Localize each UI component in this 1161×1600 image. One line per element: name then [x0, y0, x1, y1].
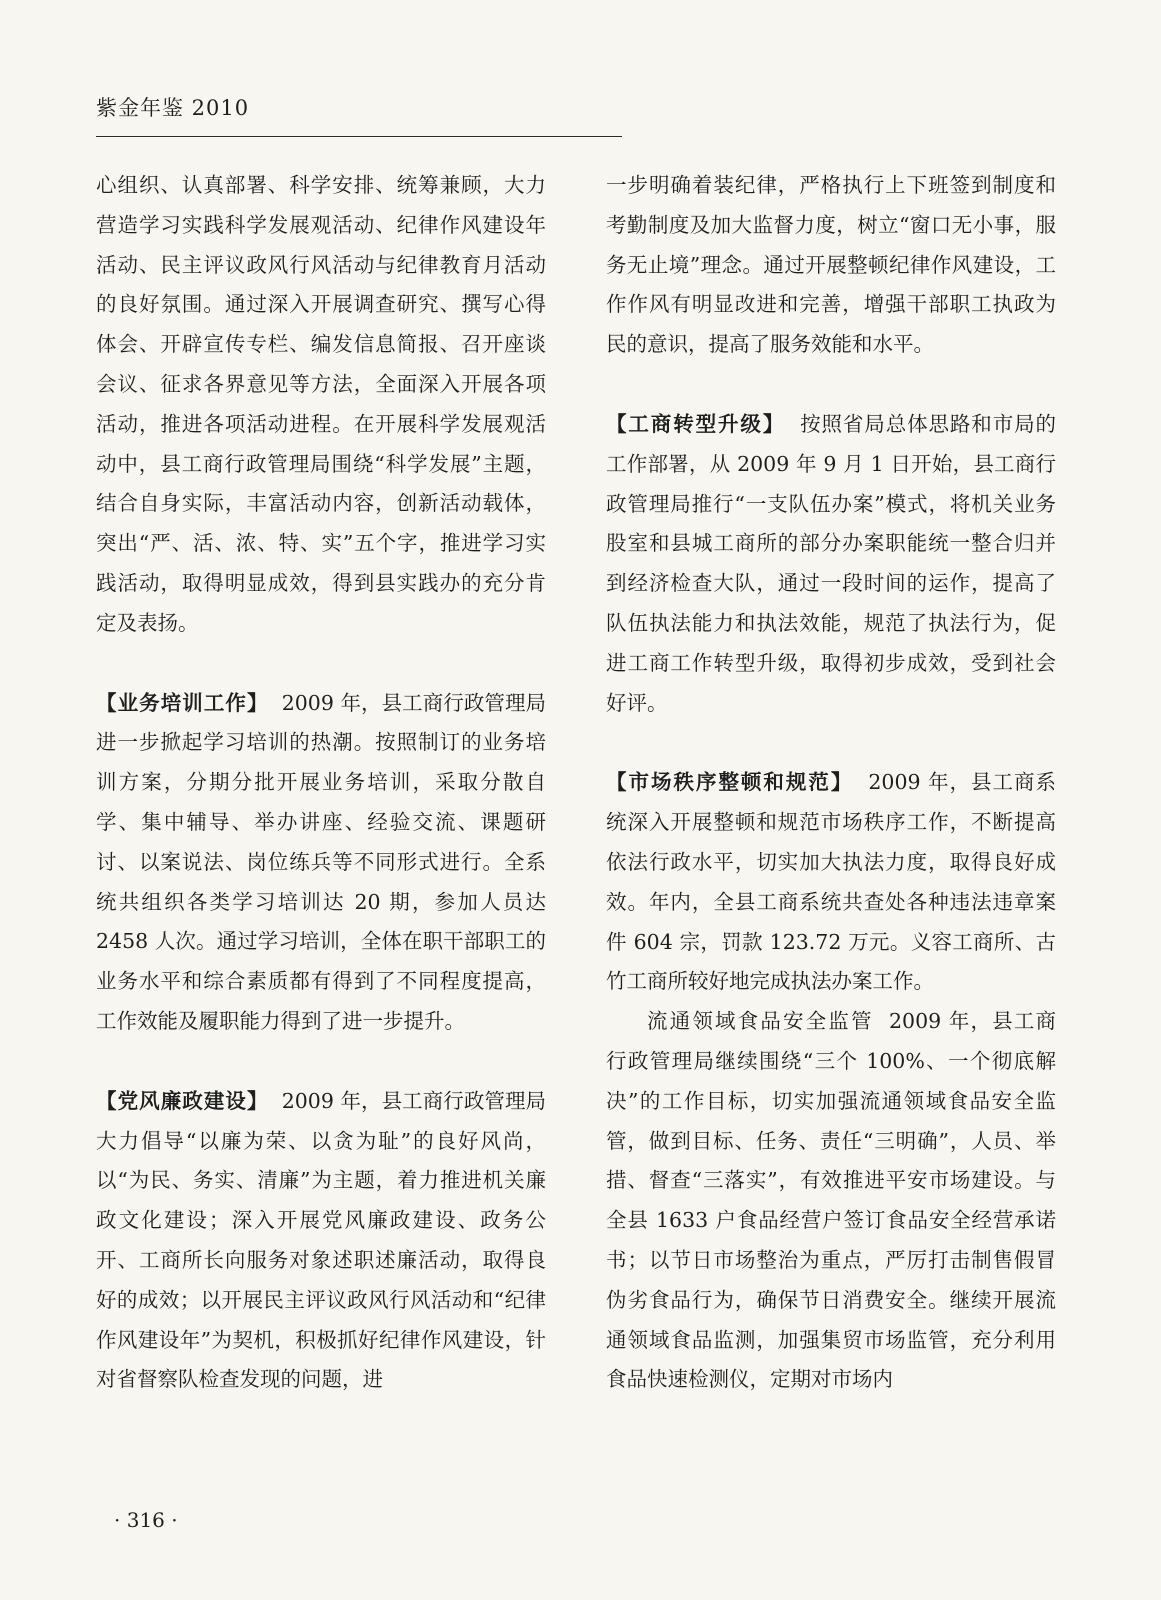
paragraph: 一步明确着装纪律，严格执行上下班签到制度和考勤制度及加大监督力度，树立“窗口无小事，服务无止境”理念。通过开展整顿纪律作风建设，工作作风有明显改进和完善，增强干部职工执政为民的意识，提高了服务效能和水平。 — [606, 173, 1056, 357]
section-body: 2009 年，县工商行政管理局大力倡导“以廉为荣、以贪为耻”的良好风尚，以“为民、务实、清廉”为主题，着力推进机关廉政文化建设；深入开展党风廉政建设、政务公开、工商所长向服务对象述职述廉活动，取得良好的成效；以开展民主评议政风行风活动和“纪律作风建设年”为契机，积极抓好纪律作风建设，针对省督察队检查发现的问题，进 — [96, 1088, 547, 1392]
page-number: · 316 · — [114, 1508, 178, 1532]
subsection-heading: 流通领域食品安全监管 — [647, 1009, 874, 1034]
section-body: 2009 年，县工商行政管理局进一步掀起学习培训的热潮。按照制订的业务培训方案，分期分批开展业务培训，采取分散自学、集中辅导、举办讲座、经验交流、课题研讨、以案说法、岗位练兵等不同形式进行。全系统共组织各类学习培训达 20 期，参加人员达 2458 人次。通过学习培训，全体在职干部职工的业务水平和综合素质都有得到了不同程度提高，工作效能及履职能力得到了进一步提升。 — [96, 690, 547, 1033]
running-header: 紫金年鉴 2010 — [96, 96, 250, 120]
section-heading: 【市场秩序整顿和规范】 — [606, 770, 854, 795]
section-heading: 【业务培训工作】 — [96, 690, 269, 715]
paragraph: 心组织、认真部署、科学安排、统筹兼顾，大力营造学习实践科学发展观活动、纪律作风建设年活动、民主评议政风行风活动与纪律教育月活动的良好氛围。通过深入开展调查研究、撰写心得体会、开辟宣传专栏、编发信息简报、召开座谈会议、征求各界意见等方法，全面深入开展各项活动，推进各项活动进程。在开展科学发展观活动中，县工商行政管理局围绕“科学发展”主题，结合自身实际，丰富活动内容，创新活动载体，突出“严、活、浓、特、实”五个字，推进学习实践活动，取得明显成效，得到县实践办的充分肯定及表扬。 — [96, 173, 546, 635]
section-heading: 【党风廉政建设】 — [96, 1088, 269, 1113]
section-transformation — [606, 405, 1056, 723]
section-integrity — [96, 1082, 546, 1400]
subsection-body: 2009 年，县工商行政管理局继续围绕“三个 100%、一个彻底解决”的工作目标，切实加强流通领域食品安全监管，做到目标、任务、责任“三明确”，人员、举措、督查“三落实”，有效推进平安市场建设。与全县 1633 户食品经营户签订食品安全经营承诺书；以节日市场整治为重点，严厉打击制售假冒伪劣食品行为，确保节日消费安全。继续开展流通领域食品监测，加强集贸市场监管，充分利用食品快速检测仪，定期对市场内 — [606, 1009, 1057, 1392]
section-body: 2009 年，县工商系统深入开展整顿和规范市场秩序工作，不断提高依法行政水平，切实加大执法力度，取得良好成效。年内，全县工商系统共查处各种违法违章案件 604 宗，罚款 123.72 万元。义容工商所、古竹工商所较好地完成执法办案工作。 — [606, 770, 1057, 994]
subsection-food-safety — [606, 1002, 1056, 1400]
left-column — [96, 166, 546, 1400]
header-rule — [96, 136, 622, 137]
section-body: 按照省局总体思路和市局的工作部署，从 2009 年 9 月 1 日开始，县工商行政管理局推行“一支队伍办案”模式，将机关业务股室和县城工商所的部分办案职能统一整合归并到经济检查大队，通过一段时间的运作，提高了队伍执法能力和执法效能，规范了执法行为，促进工商工作转型升级，取得初步成效，受到社会好评。 — [606, 411, 1057, 715]
section-market-order — [606, 763, 1056, 1002]
section-heading: 【工商转型升级】 — [606, 411, 786, 436]
right-column — [606, 166, 1056, 1400]
section-training — [96, 684, 546, 1042]
